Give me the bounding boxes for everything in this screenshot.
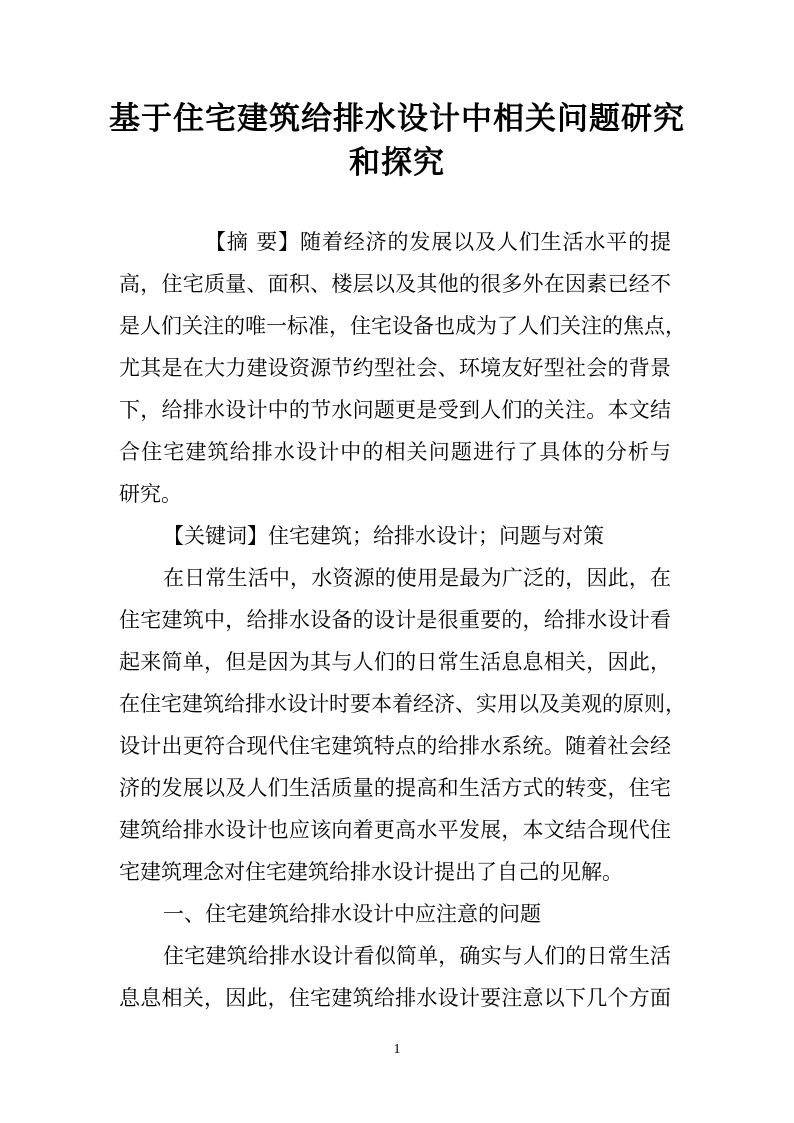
abstract-line-2: 高，住宅质量、面积、楼层以及其他的很多外在因素已经不 [119, 272, 671, 296]
keywords-line: 【关键词】住宅建筑；给排水设计；问题与对策 [163, 524, 604, 548]
body-line-10: 息息相关，因此，住宅建筑给排水设计要注意以下几个方面 [119, 986, 671, 1010]
abstract-line-5: 下，给排水设计中的节水问题更是受到人们的关注。本文结 [119, 398, 671, 422]
document-title-line-2: 和探究 [349, 145, 445, 181]
body-line-5: 设计出更符合现代住宅建筑特点的给排水系统。随着社会经 [119, 734, 671, 758]
body-line-1: 在日常生活中，水资源的使用是最为广泛的，因此，在 [163, 566, 671, 590]
section-heading-1: 一、住宅建筑给排水设计中应注意的问题 [163, 902, 541, 926]
body-line-8: 宅建筑理念对住宅建筑给排水设计提出了自己的见解。 [119, 860, 623, 884]
body-line-4: 在住宅建筑给排水设计时要本着经济、实用以及美观的原则， [119, 692, 686, 716]
abstract-line-6: 合住宅建筑给排水设计中的相关问题进行了具体的分析与 [119, 440, 671, 464]
abstract-line-3: 是人们关注的唯一标准，住宅设备也成为了人们关注的焦点， [119, 314, 686, 338]
body-line-9: 住宅建筑给排水设计看似简单，确实与人们的日常生活 [163, 944, 671, 968]
body-line-2: 住宅建筑中，给排水设备的设计是很重要的，给排水设计看 [119, 608, 671, 632]
abstract-line-4: 尤其是在大力建设资源节约型社会、环境友好型社会的背景 [119, 356, 671, 380]
abstract-line-1: 【摘 要】随着经济的发展以及人们生活水平的提 [205, 230, 671, 254]
abstract-line-7: 研究。 [119, 482, 182, 506]
body-line-3: 起来简单，但是因为其与人们的日常生活息息相关，因此， [119, 650, 671, 674]
document-title-line-1: 基于住宅建筑给排水设计中相关问题研究 [109, 101, 685, 137]
page-number: 1 [393, 1042, 401, 1057]
body-line-7: 建筑给排水设计也应该向着更高水平发展，本文结合现代住 [119, 818, 671, 842]
body-line-6: 济的发展以及人们生活质量的提高和生活方式的转变，住宅 [119, 776, 671, 800]
